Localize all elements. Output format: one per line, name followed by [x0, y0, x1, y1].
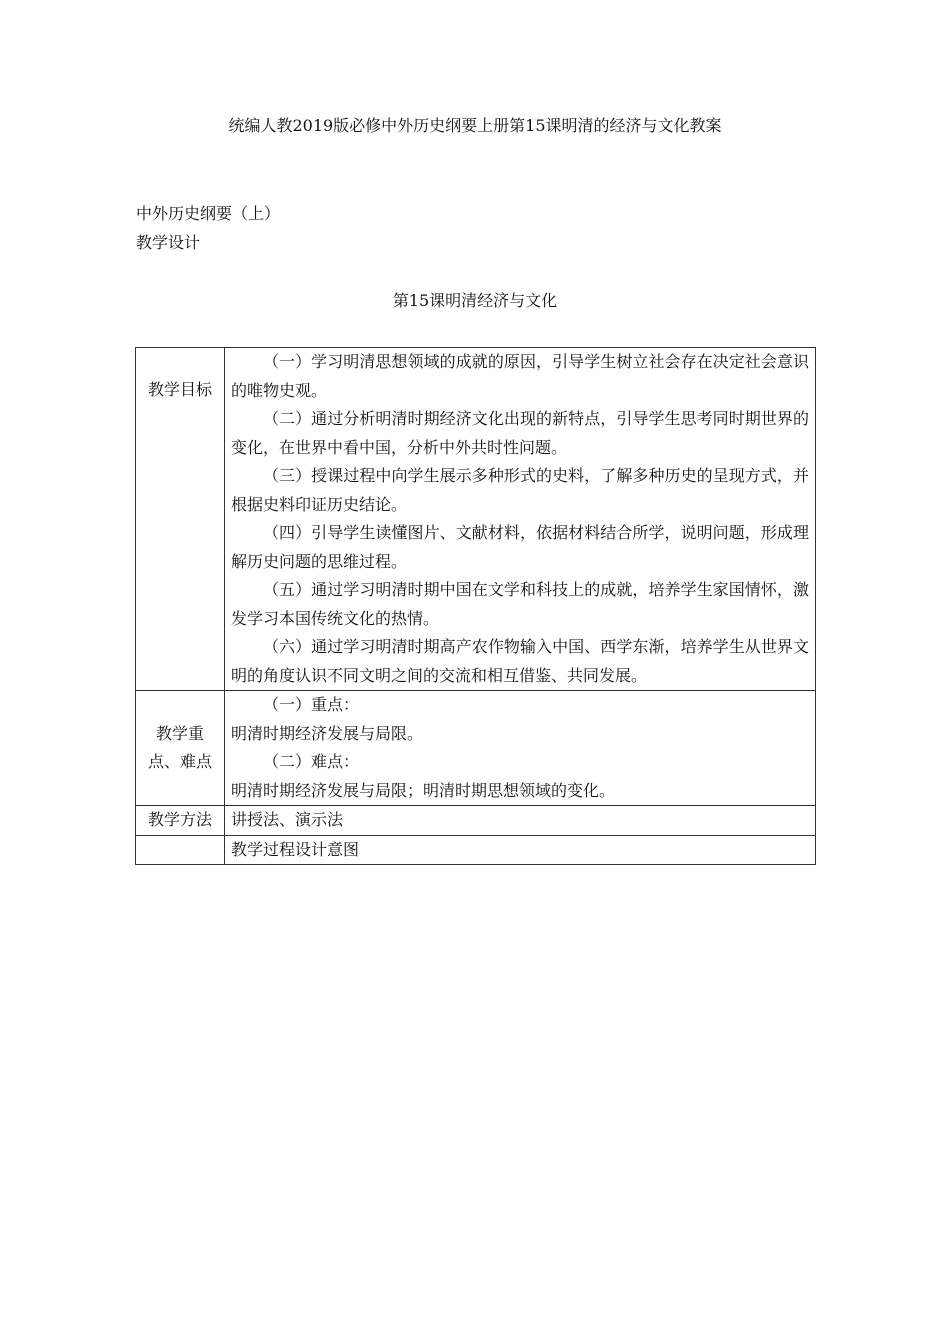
objective-item: （二）通过分析明清时期经济文化出现的新特点，引导学生思考同时期世界的变化，在世界中看中国，分析中外共时性问题。	[231, 409, 809, 457]
objective-item: （四）引导学生读懂图片、文献材料，依据材料结合所学，说明问题，形成理解历史问题的思维过程。	[231, 523, 809, 571]
objectives-content	[225, 348, 816, 691]
objective-item: （一）学习明清思想领域的成就的原因，引导学生树立社会存在决定社会意识的唯物史观。	[231, 352, 809, 400]
key-points-label-line1: 教学重	[155, 724, 204, 743]
subject-line: 中外历史纲要（上）	[136, 204, 281, 223]
key-points-row	[136, 691, 816, 806]
methods-row	[136, 806, 816, 836]
lesson-plan-table	[135, 347, 816, 865]
key-points-label-line2: 点、难点	[147, 752, 212, 771]
objective-item: （三）授课过程中向学生展示多种形式的史料，了解多种历史的呈现方式，并根据史料印证历史结论。	[231, 466, 809, 514]
methods-value: 讲授法、演示法	[225, 806, 816, 836]
key-point-text: 明清时期经济发展与局限。	[231, 723, 424, 743]
objective-item: （六）通过学习明清时期高产农作物输入中国、西学东渐，培养学生从世界文明的角度认识不同文明之间的交流和相互借鉴、共同发展。	[231, 637, 809, 685]
process-value: 教学过程设计意图	[225, 835, 816, 865]
key-points-label	[136, 691, 225, 806]
objective-item: （五）通过学习明清时期中国在文学和科技上的成就，培养学生家国情怀，激发学习本国传统文化的热情。	[231, 580, 809, 628]
difficulty-heading: （二）难点：	[263, 752, 360, 771]
doc-type-line: 教学设计	[136, 233, 201, 252]
document-title: 统编人教2019版必修中外历史纲要上册第15课明清的经济与文化教案	[228, 116, 722, 135]
objectives-row	[136, 348, 816, 691]
lesson-title: 第15课明清经济与文化	[392, 291, 558, 310]
key-point-heading: （一）重点：	[263, 695, 360, 714]
process-row	[136, 835, 816, 865]
objectives-label: 教学目标	[136, 348, 225, 691]
methods-label: 教学方法	[136, 806, 225, 836]
key-points-content	[225, 691, 816, 806]
difficulty-text: 明清时期经济发展与局限；明清时期思想领域的变化。	[231, 780, 616, 800]
process-label	[136, 835, 225, 865]
